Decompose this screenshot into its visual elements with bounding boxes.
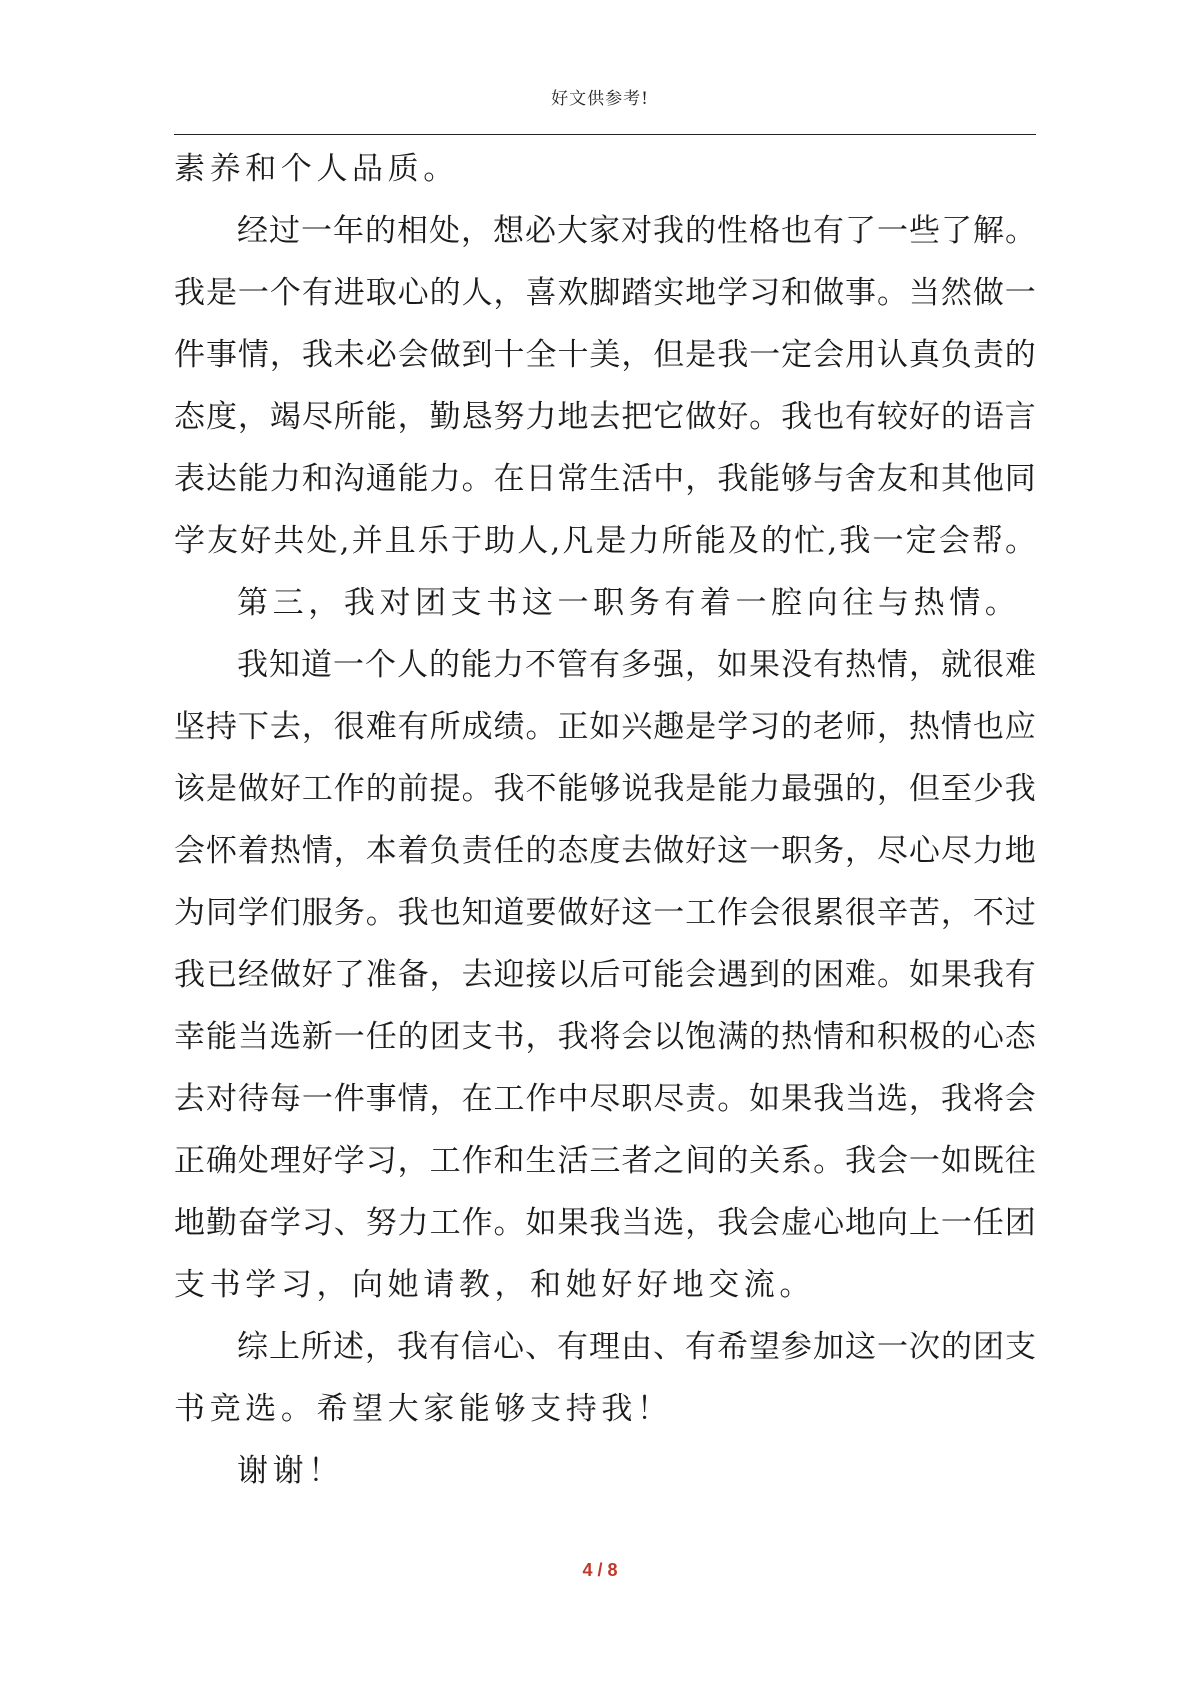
text-line: 第 三 ， 我 对 团 支 书 这 一 职 务 有 着 一 腔 向 往 与 热 情 。 [237,585,1021,621]
text-line: 去 对 待 每 一 件 事 情 ， 在 工 作 中 尽 职 尽 责 。 如 果 我 当 选 ， 我 将 会 [174,1081,1036,1117]
text-line: 态 度 ， 竭 尽 所 能 ， 勤 恳 努 力 地 去 把 它 做 好 。 我 也 有 较 好 的 语 言 [174,399,1036,435]
text-line: 会 怀 着 热 情 ， 本 着 负 责 任 的 态 度 去 做 好 这 一 职 务 ， 尽 心 尽 力 地 [174,833,1036,869]
text-line: 我 是 一 个 有 进 取 心 的 人 ， 喜 欢 脚 踏 实 地 学 习 和 做 事 。 当 然 做 一 [174,275,1036,311]
text-line: 件 事 情 ， 我 未 必 会 做 到 十 全 十 美 ， 但 是 我 一 定 会 用 认 真 负 责 的 [174,337,1036,373]
text-line: 学 友 好 共 处 , 并 且 乐 于 助 人 , 凡 是 力 所 能 及 的 忙 , 我 一 定 会 帮 。 [174,523,1036,559]
text-line: 谢 谢 ！ [237,1453,344,1489]
text-line: 综 上 所 述 ， 我 有 信 心 、 有 理 由 、 有 希 望 参 加 这 一 次 的 团 支 [237,1329,1036,1365]
text-line: 我 已 经 做 好 了 准 备 ， 去 迎 接 以 后 可 能 会 遇 到 的 困 难 。 如 果 我 有 [174,957,1036,993]
text-line: 经 过 一 年 的 相 处 ， 想 必 大 家 对 我 的 性 格 也 有 了 一 些 了 解 。 [237,213,1036,249]
text-line: 地 勤 奋 学 习 、 努 力 工 作 。 如 果 我 当 选 ， 我 会 虚 心 地 向 上 一 任 团 [174,1205,1036,1241]
text-line: 素 养 和 个 人 品 质 。 [174,151,459,187]
text-line: 支 书 学 习 ， 向 她 请 教 ， 和 她 好 好 地 交 流 。 [174,1267,815,1303]
page-number: 4 / 8 [582,1560,618,1580]
text-line: 为 同 学 们 服 务 。 我 也 知 道 要 做 好 这 一 工 作 会 很 累 很 辛 苦 ， 不 过 [174,895,1036,931]
page-header: 好文供参考! [551,89,649,109]
text-line: 正 确 处 理 好 学 习 ， 工 作 和 生 活 三 者 之 间 的 关 系 。 我 会 一 如 既 往 [174,1143,1036,1179]
document-body [174,138,1036,1502]
text-line: 该 是 做 好 工 作 的 前 提 。 我 不 能 够 说 我 是 能 力 最 强 的 ， 但 至 少 我 [174,771,1036,807]
text-line: 我 知 道 一 个 人 的 能 力 不 管 有 多 强 ， 如 果 没 有 热 情 ， 就 很 难 [237,647,1036,683]
text-line: 幸 能 当 选 新 一 任 的 团 支 书 ， 我 将 会 以 饱 满 的 热 情 和 积 极 的 心 态 [174,1019,1036,1055]
text-line: 坚 持 下 去 ， 很 难 有 所 成 绩 。 正 如 兴 趣 是 学 习 的 老 师 ， 热 情 也 应 [174,709,1036,745]
header-divider [174,134,1036,135]
text-line: 书 竞 选 。 希 望 大 家 能 够 支 持 我 ！ [174,1391,673,1427]
text-line: 表 达 能 力 和 沟 通 能 力 。 在 日 常 生 活 中 ， 我 能 够 与 舍 友 和 其 他 同 [174,461,1036,497]
